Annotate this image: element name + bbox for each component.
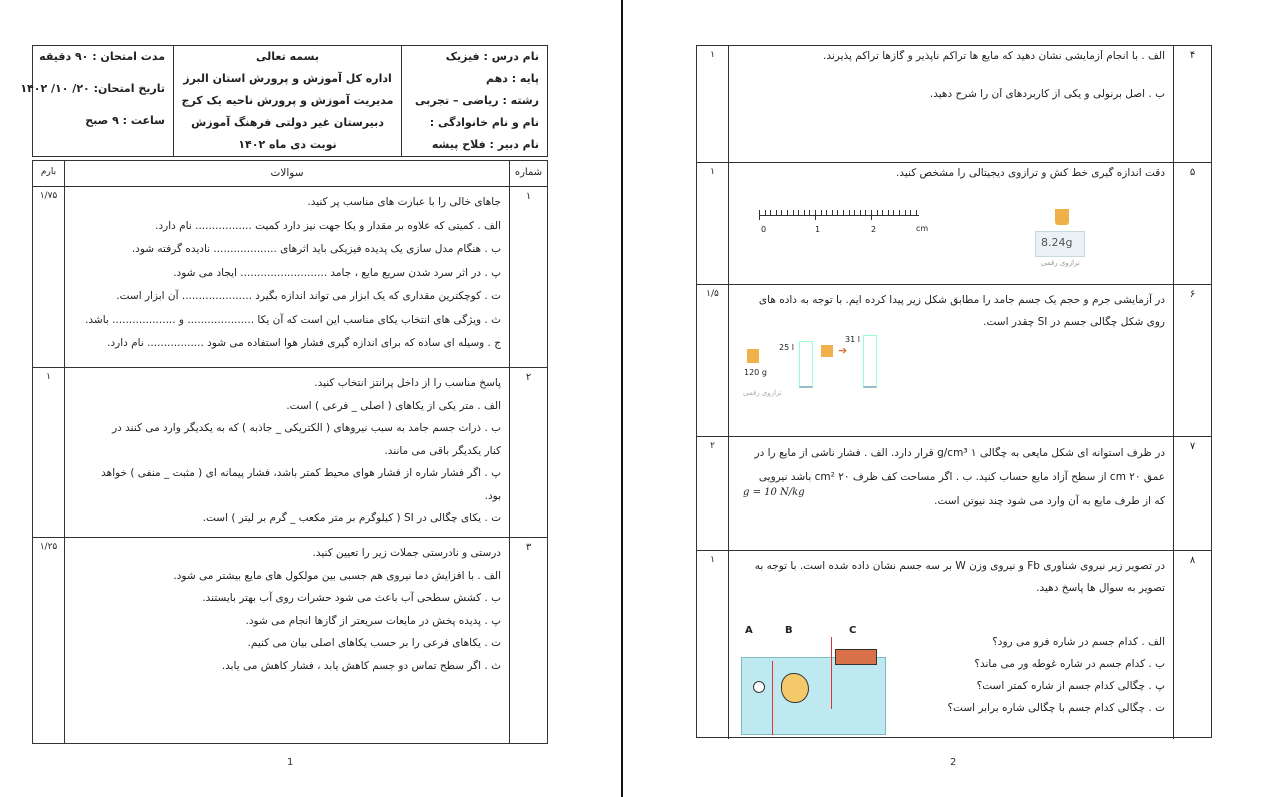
question-score: ۱ <box>697 163 729 284</box>
question-number: ۷ <box>1173 437 1211 550</box>
gravity-value: g = 10 N/kg <box>743 487 805 498</box>
question-line: ت . چگالی کدام جسم با چگالی شاره برابر است؟ <box>947 702 1165 714</box>
header-num: شماره <box>509 161 547 186</box>
question-row-7 <box>697 436 1211 550</box>
page-number: 2 <box>950 757 957 768</box>
question-number: ۴ <box>1173 46 1211 162</box>
question-body <box>729 46 1173 162</box>
ruler-tick <box>899 210 900 216</box>
force-arrow <box>831 637 832 709</box>
org-line-2: مدیریت آموزش و پرورش ناحیه یک کرج <box>181 94 394 107</box>
grade: پایه : دهم <box>485 72 539 85</box>
beaker-icon <box>747 349 759 363</box>
cylinder-icon <box>863 335 877 388</box>
question-line: ث . اگر سطح تماس دو جسم کاهش یابد ، فشار کاهش می یابد. <box>221 659 501 672</box>
question-score: ۱ <box>697 46 729 162</box>
scale-reading: 8.24g <box>1041 236 1073 249</box>
question-number: ۲ <box>509 368 547 537</box>
question-line: پ . اگر فشار شاره از فشار هوای محیط کمتر باشد، فشار پیمانه ای ( مثبت _ منفی ) خواهد <box>101 467 501 479</box>
question-body <box>65 187 509 367</box>
question-line: ب . هنگام مدل سازی یک پدیده فیزیکی باید اثرهای ................... نادیده گرفته شود. <box>131 243 501 255</box>
arrow-icon: ➔ <box>838 344 848 357</box>
object-a <box>753 681 765 693</box>
ruler-tick <box>776 210 777 216</box>
ruler-tick <box>759 210 760 220</box>
buoyancy-figure <box>741 621 891 736</box>
digital-scale-figure <box>1033 209 1087 273</box>
question-score: ۱/۲۵ <box>33 538 65 743</box>
question-line: کنار یکدیگر باقی می مانند. <box>384 444 501 457</box>
mass-label: 120 g <box>744 368 767 377</box>
question-line: در آزمایشی جرم و حجم یک جسم جامد را مطابق شکل زیر پیدا کرده ایم. با توجه به داده های <box>758 294 1165 306</box>
question-line: درستی و نادرستی جملات زیر را تعیین کنید. <box>312 547 501 559</box>
ruler-label-1: 1 <box>815 225 821 234</box>
question-score: ۱/۵ <box>697 285 729 436</box>
question-body <box>65 368 509 537</box>
questions-table-page-2 <box>696 45 1212 738</box>
volume-before-label: 25 l <box>779 343 794 352</box>
question-line: الف . با افزایش دما نیروی هم جسبی بین مولکول های مایع بیشتر می شود. <box>173 569 501 582</box>
volume-after-label: 31 l <box>845 335 860 344</box>
question-line: دقت اندازه گیری خط کش و ترازوی دیجیتالی را مشخص کنید. <box>896 167 1165 179</box>
ruler-tick <box>821 210 822 216</box>
question-score: ۱ <box>697 551 729 739</box>
object-b <box>781 673 809 703</box>
ruler-tick <box>804 210 805 216</box>
ruler-tick <box>770 210 771 216</box>
ruler-tick <box>882 210 883 216</box>
question-score: ۱/۷۵ <box>33 187 65 367</box>
ruler-tick <box>815 210 816 220</box>
question-line: تصویر به سوال ها پاسخ دهید. <box>1036 582 1165 594</box>
header-student-info <box>401 46 547 156</box>
org-line-1: اداره کل آموزش و پرورش استان البرز <box>183 72 392 85</box>
ruler-tick <box>832 210 833 216</box>
water-tank <box>741 657 886 735</box>
object-c <box>835 649 877 665</box>
header-score: بارم <box>33 161 65 186</box>
question-row-8 <box>697 550 1211 739</box>
question-row-1 <box>33 186 547 367</box>
student-name: نام و نام خانوادگی : <box>429 116 539 129</box>
exam-time: ساعت : ۹ صبح <box>85 114 165 127</box>
ruler-label-cm: cm <box>916 224 929 233</box>
ruler-tick <box>877 210 878 216</box>
question-number: ۶ <box>1173 285 1211 436</box>
question-score: ۲ <box>697 437 729 550</box>
header-exam-info <box>20 46 173 156</box>
ruler-tick <box>849 210 850 216</box>
ruler-tick <box>837 210 838 216</box>
ruler-tick <box>765 210 766 216</box>
ruler-tick <box>798 210 799 216</box>
ruler-tick <box>865 210 866 216</box>
teacher: نام دبیر : فلاح پیشه <box>431 138 539 151</box>
ruler-tick <box>871 210 872 220</box>
label-b: B <box>785 625 793 636</box>
org-line-4: نوبت دی ماه ۱۴۰۲ <box>238 138 337 151</box>
question-line: پاسخ مناسب را از داخل پرانتز انتخاب کنید. <box>314 377 501 389</box>
question-line: پ . در اثر سرد شدن سریع مایع ، جامد .......................... ایجاد می شود. <box>173 266 501 279</box>
question-line: ج . وسیله ای ساده که برای اندازه گیری فشار هوا استفاده می شود ................. نام دارد. <box>107 337 501 349</box>
question-line: پ . چگالی کدام جسم از شاره کمتر است؟ <box>976 680 1165 692</box>
question-line: ب . اصل برنولی و یکی از کاربردهای آن را شرح دهید. <box>929 88 1165 100</box>
ruler-label-2: 2 <box>871 225 877 234</box>
question-line: روی شکل چگالی جسم در SI چقدر است. <box>983 316 1165 328</box>
question-line: که از طرف مایع به آن وارد می شود چند نیوتن است. <box>934 495 1165 507</box>
ruler-tick <box>893 210 894 216</box>
force-arrow <box>772 661 773 735</box>
question-line: الف . متر یکی از یکاهای ( اصلی _ فرعی ) است. <box>286 399 501 412</box>
question-line: الف . با انجام آزمایشی نشان دهید که مایع ها تراکم ناپذیر و گازها تراکم پذیرند. <box>823 50 1165 62</box>
cylinder-icon <box>799 341 813 388</box>
question-line: ب . کدام جسم در شاره غوطه ور می ماند؟ <box>974 658 1165 670</box>
question-number: ۱ <box>509 187 547 367</box>
question-line: الف . کمیتی که علاوه بر مقدار و یکا جهت نیز دارد کمیت ................. نام دارد. <box>155 219 501 232</box>
ruler-tick <box>888 210 889 216</box>
ruler-tick <box>787 210 788 216</box>
ruler-tick <box>860 210 861 216</box>
org-line-3: دبیرستان غیر دولتی فرهنگ آموزش <box>191 116 384 129</box>
question-number: ۳ <box>509 538 547 743</box>
question-body <box>65 538 509 743</box>
ruler-tick <box>826 210 827 216</box>
header-questions: سوالات <box>270 167 304 179</box>
question-line: در ظرف استوانه ای شکل مایعی به چگالی g/cm³ ۱ قرار دارد. الف . فشار ناشی از مایع را در <box>754 447 1165 459</box>
beaker-icon <box>1055 209 1069 225</box>
question-row-3 <box>33 537 547 743</box>
question-line: ت . یکای چگالی در SI ( کیلوگرم بر متر مکعب _ گرم بر لیتر ) است. <box>202 512 501 524</box>
ruler-tick <box>781 210 782 216</box>
question-row-2 <box>33 367 547 537</box>
question-line: بود. <box>484 489 501 502</box>
question-number: ۵ <box>1173 163 1211 284</box>
question-line: ب . ذرات جسم جامد به سبب نیروهای ( الکتریکی _ جاذبه ) که به یکدیگر وارد می کنند در <box>112 422 501 434</box>
question-row-5 <box>697 162 1211 284</box>
ruler-tick <box>916 210 917 216</box>
ruler-tick <box>854 210 855 216</box>
question-number: ۸ <box>1173 551 1211 739</box>
page-divider <box>621 0 623 797</box>
exam-header <box>20 45 548 157</box>
question-row-4 <box>697 46 1211 162</box>
question-score: ۱ <box>33 368 65 537</box>
ruler-tick <box>843 210 844 216</box>
ruler-tick <box>905 210 906 216</box>
question-line: عمق ۲۰ cm از سطح آزاد مایع حساب کنید. ب . اگر مساحت کف ظرف ۲۰ cm² باشد نیرویی <box>758 471 1165 483</box>
label-a: A <box>745 625 753 636</box>
question-line: الف . کدام جسم در شاره فرو می رود؟ <box>992 636 1165 648</box>
questions-table-page-1 <box>32 160 548 744</box>
ruler-figure <box>759 207 934 237</box>
subject: نام درس : فیزیک <box>445 50 539 63</box>
exam-duration: مدت امتحان : ۹۰ دقیقه <box>39 50 165 63</box>
label-c: C <box>849 625 857 636</box>
table-header-row <box>33 161 547 186</box>
page-number: 1 <box>287 757 294 768</box>
fig-caption: ترازوی رقمی <box>743 389 782 397</box>
question-line: جاهای خالی را با عبارت های مناسب پر کنید. <box>307 196 501 208</box>
exam-date: تاریخ امتحان: ۲۰/ ۱۰/ ۱۴۰۲ <box>20 82 165 95</box>
ruler-label-0: 0 <box>761 225 767 234</box>
scale-caption: ترازوی رقمی <box>1041 259 1080 267</box>
question-line: ث . ویژگی های انتخاب یکای مناسب این است که آن یکا .................... و ................... باشد. <box>85 313 501 326</box>
header-org-info <box>173 46 401 156</box>
question-line: پ . پدیده پخش در مایعات سریعتر از گازها انجام می شود. <box>245 614 501 627</box>
field: رشته : ریاضی – تجربی <box>414 94 539 107</box>
ruler-tick <box>793 210 794 216</box>
question-line: ت . یکاهای فرعی را بر حسب یکاهای اصلی بیان می کنیم. <box>247 637 501 649</box>
org-title: بسمه تعالی <box>256 50 319 63</box>
question-row-6 <box>697 284 1211 436</box>
question-line: در تصویر زیر نیروی شناوری Fb و نیروی وزن W بر سه جسم نشان داده شده است. با توجه به <box>754 560 1165 572</box>
beaker-icon <box>821 345 833 357</box>
ruler-tick <box>809 210 810 216</box>
ruler-tick <box>910 210 911 216</box>
density-experiment-figure <box>741 335 891 411</box>
question-line: ت . کوچکترین مقداری که یک ابزار می تواند اندازه بگیرد ..................... آن ابزار است. <box>116 290 501 302</box>
question-line: ب . کشش سطحی آب باعث می شود حشرات روی آب بهتر بایستند. <box>202 592 501 604</box>
